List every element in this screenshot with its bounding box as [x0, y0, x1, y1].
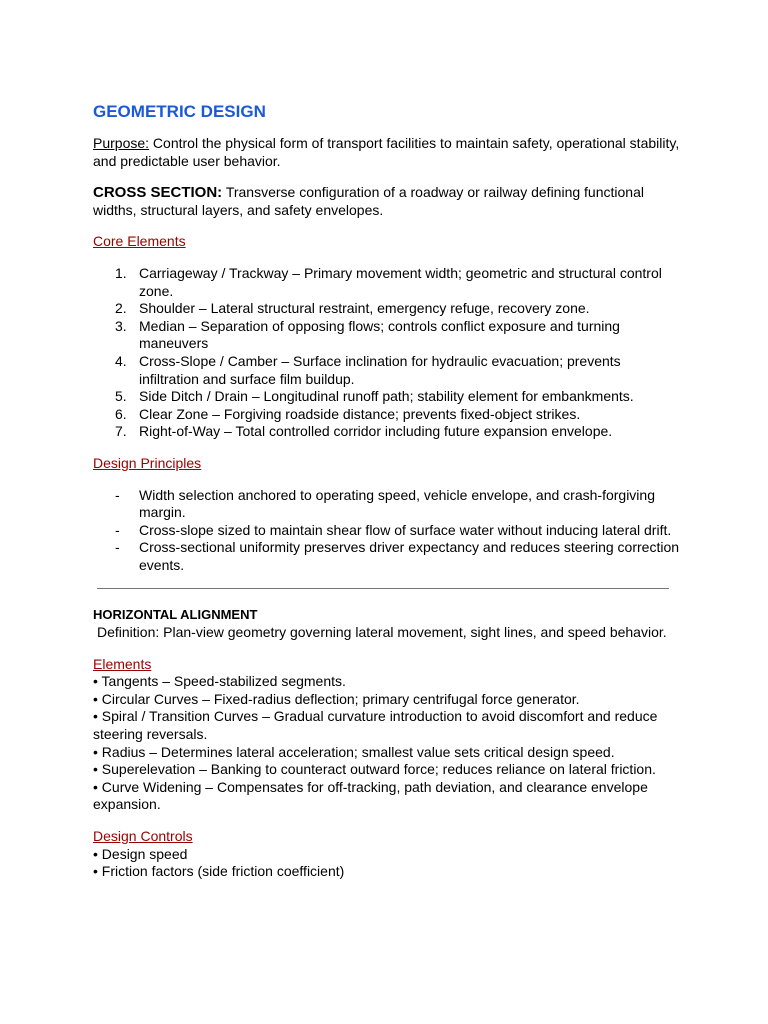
list-item: • Design speed: [93, 845, 188, 862]
list-number: 5.: [115, 388, 127, 405]
purpose-text: Control the physical form of transport facilities to maintain safety, operational stability, and predictable user behavior.: [93, 135, 680, 169]
list-item-text: Side Ditch / Drain – Longitudinal runoff path; stability element for embankments.: [139, 388, 634, 405]
list-number: 3.: [115, 317, 127, 334]
core-elements-list: [93, 265, 683, 441]
list-item: • Curve Widening – Compensates for off-tracking, path deviation, and clearance envelope expansion.: [93, 778, 648, 813]
list-number: 2.: [115, 300, 127, 317]
list-item-text: Carriageway / Trackway – Primary movement width; geometric and structural control zone.: [139, 264, 662, 299]
list-item-text: Width selection anchored to operating speed, vehicle envelope, and crash-forgiving margin.: [139, 486, 655, 521]
list-number: 1.: [115, 264, 127, 281]
list-item-text: Median – Separation of opposing flows; controls conflict exposure and turning maneuvers: [139, 317, 620, 352]
list-number: 6.: [115, 405, 127, 422]
list-item: [93, 265, 683, 300]
list-item-text: Clear Zone – Forgiving roadside distance; prevents fixed-object strikes.: [139, 405, 581, 422]
list-item: [93, 487, 683, 522]
design-controls-heading: Design Controls: [93, 828, 193, 844]
cross-section-heading: CROSS SECTION:: [93, 184, 223, 202]
list-item: [93, 539, 683, 574]
list-number: 4.: [115, 352, 127, 369]
list-item-text: Shoulder – Lateral structural restraint, emergency refuge, recovery zone.: [139, 300, 590, 317]
design-principles-list: [93, 487, 683, 575]
dash-bullet: -: [115, 521, 120, 538]
horizontal-alignment-heading: HORIZONTAL ALIGNMENT: [93, 607, 258, 623]
list-item: [93, 353, 683, 388]
elements-list: [93, 673, 683, 814]
list-item: [93, 318, 683, 353]
page-title: GEOMETRIC DESIGN: [93, 102, 266, 121]
list-item: [93, 406, 683, 424]
list-item-text: Right-of-Way – Total controlled corridor including future expansion envelope.: [139, 423, 613, 440]
list-item-text: Cross-slope sized to maintain shear flow of surface water without inducing lateral drift.: [139, 521, 672, 538]
dash-bullet: -: [115, 486, 120, 503]
list-item: [93, 423, 683, 441]
section-divider: [97, 588, 669, 589]
list-item: • Spiral / Transition Curves – Gradual curvature introduction to avoid discomfort and reduce steering reversals.: [93, 708, 658, 743]
list-item: • Friction factors (side friction coefficient): [93, 863, 345, 880]
purpose-label: Purpose:: [93, 135, 150, 151]
list-item: • Radius – Determines lateral acceleration; smallest value sets critical design speed.: [93, 743, 615, 760]
cross-section-paragraph: [93, 184, 683, 219]
list-item: • Superelevation – Banking to counteract outward force; reduces reliance on lateral friction.: [93, 761, 656, 778]
purpose-paragraph: [93, 135, 683, 170]
elements-heading: Elements: [93, 655, 152, 672]
cross-section-text: Transverse configuration of a roadway or railway defining functional widths, structural layers, and safety envelopes.: [93, 184, 644, 218]
core-elements-heading: Core Elements: [93, 233, 186, 250]
design-principles-heading: Design Principles: [93, 454, 202, 471]
dash-bullet: -: [115, 539, 120, 556]
document-content: [93, 101, 683, 881]
list-item: • Tangents – Speed-stabilized segments.: [93, 673, 346, 690]
design-controls-list: [93, 846, 683, 881]
list-item-text: Cross-Slope / Camber – Surface inclination for hydraulic evacuation; prevents infiltration and surface film buildup.: [139, 352, 621, 387]
list-item: [93, 522, 683, 540]
list-item-text: Cross-sectional uniformity preserves driver expectancy and reduces steering correction events.: [139, 539, 680, 573]
list-item: [93, 300, 683, 318]
list-item: [93, 388, 683, 406]
list-item: • Circular Curves – Fixed-radius deflection; primary centrifugal force generator.: [93, 690, 580, 707]
horizontal-alignment-definition: Definition: Plan-view geometry governing lateral movement, sight lines, and speed behavior.: [97, 624, 667, 641]
list-number: 7.: [115, 423, 127, 440]
